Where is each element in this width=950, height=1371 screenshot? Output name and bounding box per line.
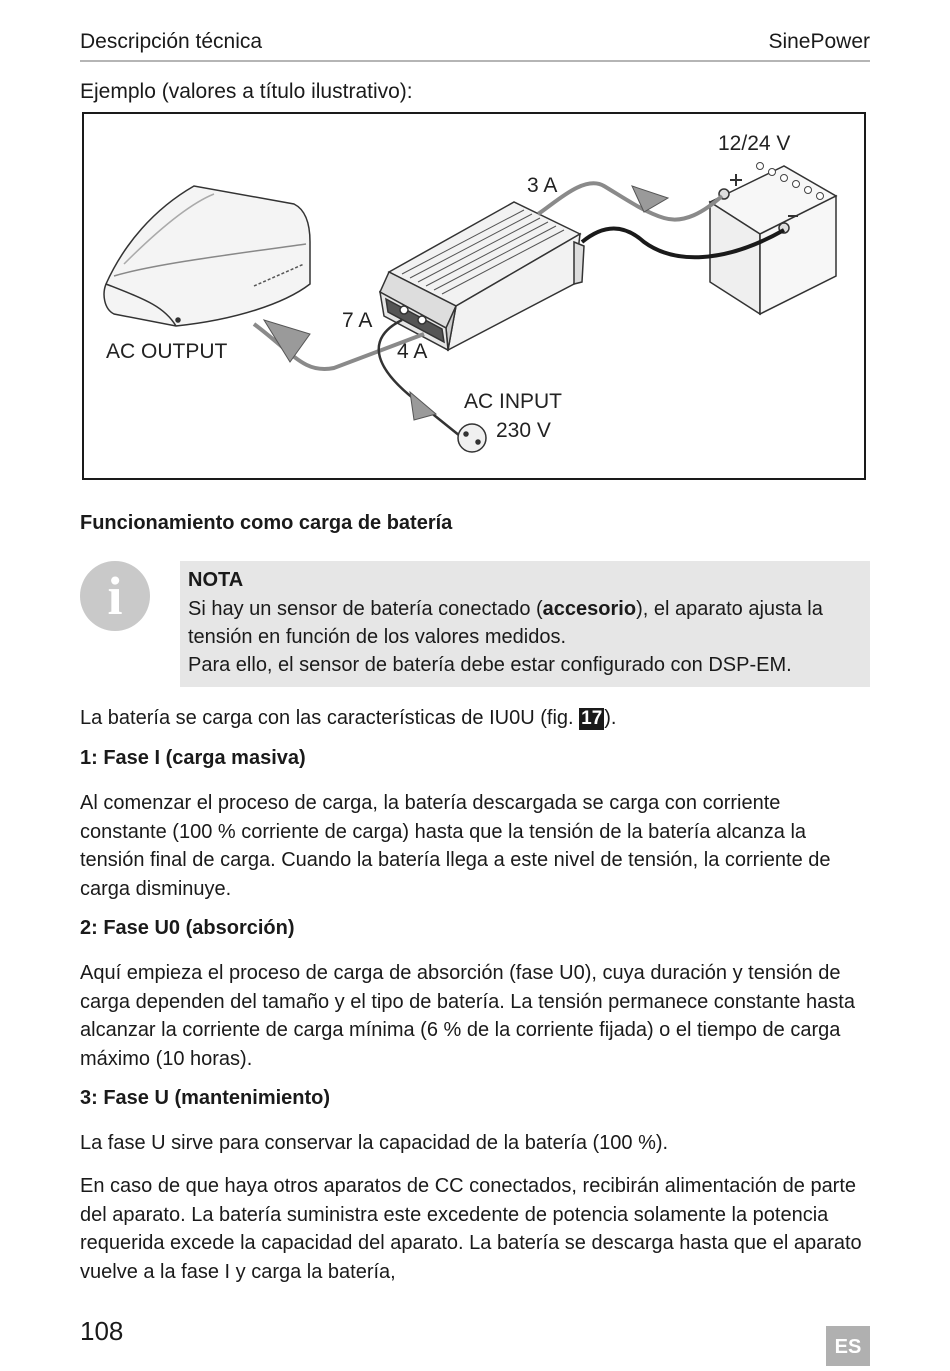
arrow-ac-output <box>264 320 310 362</box>
figure-caption: Ejemplo (valores a título ilustrativo): <box>80 80 413 103</box>
mains-plug-illustration <box>458 424 486 452</box>
air-conditioner-illustration <box>104 186 310 326</box>
intro-paragraph: La batería se carga con las características de IU0U (fig. 17 ). <box>80 707 617 729</box>
section-title: Funcionamiento como carga de batería <box>80 512 453 534</box>
closing-paragraph: En caso de que haya otros aparatos de CC conectados, recibirán alimentación de parte del aparato. La batería suministra este excedente de potencia solamente la potencia requerida excede la capacidad del aparato. La batería se descarga hasta que el aparato vuelve a la fase I y carga la batería, <box>80 1175 862 1283</box>
battery-current-label: 3 A <box>527 174 558 197</box>
input-current-label: 4 A <box>397 340 428 363</box>
header-divider <box>80 60 870 62</box>
note-accessory-term: accesorio <box>542 598 637 620</box>
note-text-line1: Si hay un sensor de batería conectado (accesorio), el aparato ajusta la tensión en función de los valores medidos. <box>188 598 823 648</box>
note-text-line2: Para ello, el sensor de batería debe estar configurado con DSP-EM. <box>188 654 792 676</box>
battery-illustration <box>710 163 836 315</box>
ac-input-label: AC INPUT <box>464 390 563 413</box>
figure-reference: 17 <box>581 708 603 729</box>
note-title: NOTA <box>188 569 244 591</box>
phase-3-text: La fase U sirve para conservar la capacidad de la batería (100 %). <box>80 1132 669 1154</box>
note-box <box>180 561 870 687</box>
header-section-title: Descripción técnica <box>80 30 263 53</box>
input-voltage-label: 230 V <box>496 419 551 442</box>
phase-3-heading: 3: Fase U (mantenimiento) <box>80 1087 331 1109</box>
battery-voltage-label: 12/24 V <box>718 132 791 155</box>
header-product-name: SinePower <box>768 30 870 53</box>
arrow-ac-input <box>410 392 436 420</box>
inverter-charger-illustration <box>380 202 584 350</box>
wiring-diagram-drawing <box>84 114 868 482</box>
wiring-diagram <box>82 112 866 480</box>
page-number: 108 <box>80 1316 124 1346</box>
phase-1-heading: 1: Fase I (carga masiva) <box>80 747 306 769</box>
cable-battery-positive <box>538 183 722 219</box>
phase-2-heading: 2: Fase U0 (absorción) <box>80 917 295 939</box>
output-current-label: 7 A <box>342 309 373 332</box>
phase-2-text: Aquí empieza el proceso de carga de absorción (fase U0), cuya duración y tensión de carga dependen del tamaño y el tipo de batería. La tensión permanece constante hasta alcanzar la corriente de carga mínima (6 % de la corriente fijada) o el tiempo de carga máximo (10 horas). <box>80 962 855 1070</box>
language-badge: ES <box>826 1326 870 1366</box>
ac-output-label: AC OUTPUT <box>106 340 228 363</box>
info-icon: i <box>80 561 150 631</box>
phase-1-text: Al comenzar el proceso de carga, la batería descargada se carga con corriente constante (100 % corriente de carga) hasta que la tensión de la batería alcanza la tensión final de carga. Cuando la batería llega a este nivel de tensión, la corriente de carga disminuye. <box>80 792 831 900</box>
